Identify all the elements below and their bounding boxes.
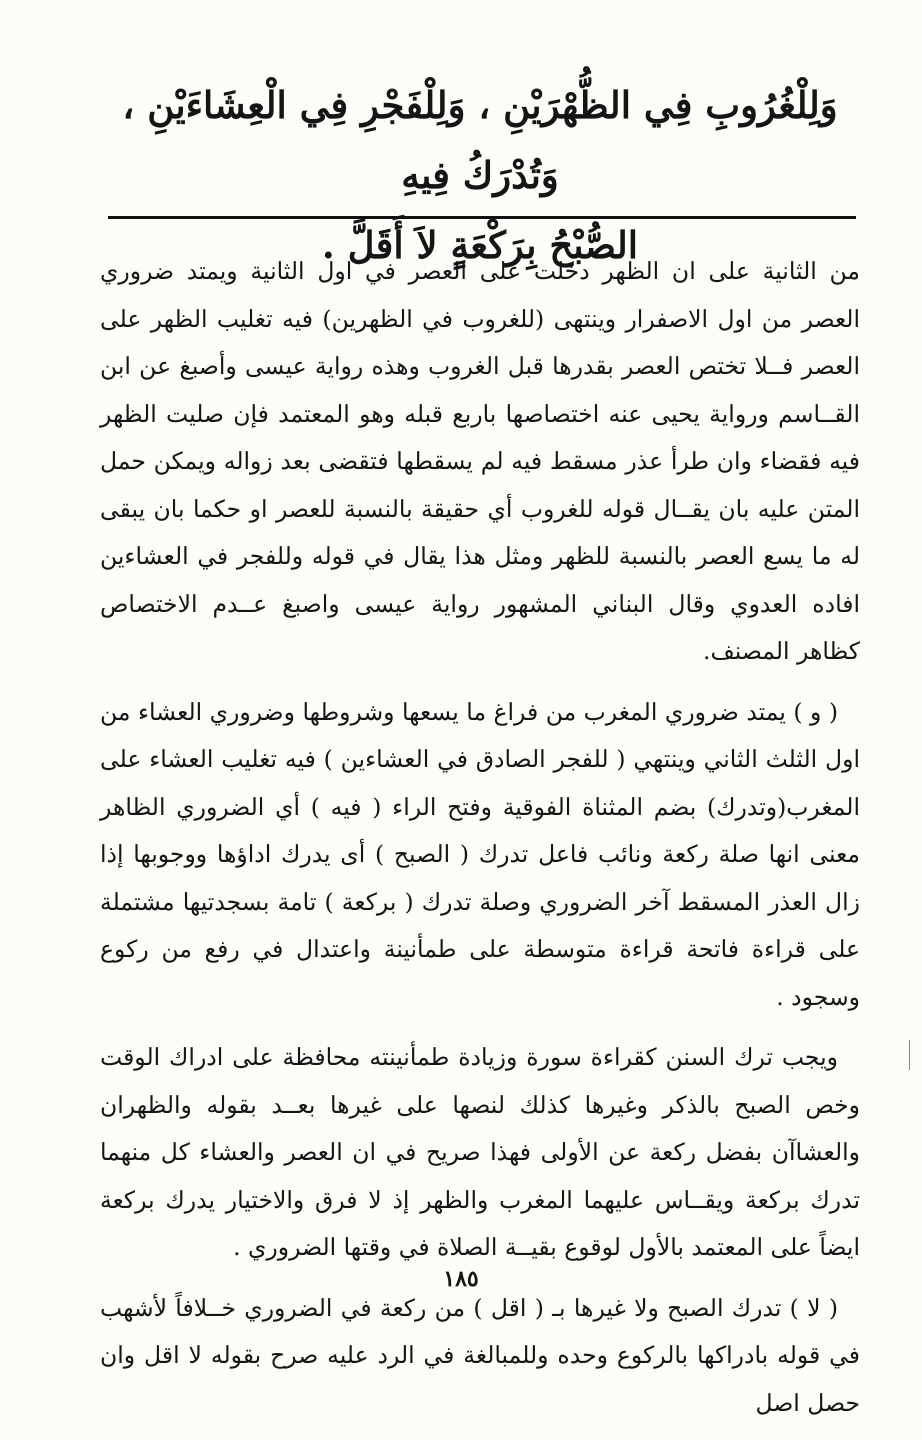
commentary-paragraph: من الثانية على ان الظهر دخلت على العصر في اول الثانية ويمتد ضروري العصر من اول الاصفرار وينتهى (للغروب في الظهرين) فيه تغليب الظهر على العصر فــلا تختص العصر بقدرها قبل الغروب وهذه رواية عيسى وأصبغ عن ابن القــاسم ورواية يحيى عنه اختصاصها باربع قبله وهو المعتمد فإن صليت الظهر فيه فقضاء وان طرأ عذر مسقط فيه لم يسقطها فتقضى بعد زواله ويمكن حمل المتن عليه بان يقــال قوله للغروب أي حقيقة بالنسبة للعصر او حكما بان يبقى له ما يسع العصر بالنسبة للظهر ومثل هذا يقال في قوله وللفجر في العشاءين افاده العدوي وقال البناني المشهور رواية عيسى واصبغ عــدم الاختصاص كظاهر المصنف. — [100, 257, 860, 665]
margin-mark — [909, 1040, 910, 1070]
divider-rule — [108, 216, 856, 219]
page-number: ١٨٥ — [443, 1266, 479, 1292]
commentary-section — [100, 248, 860, 1440]
matn-text: وَلِلْغُرُوبِ فِي الظُّهْرَيْنِ ، وَلِلْفَجْرِ فِي الْعِشَاءَيْنِ ، وَتُدْرَكُ فِيهِ الصُّبْحُ بِرَكْعَةٍ لاَ أَقَلَّ . — [122, 83, 838, 267]
commentary-paragraph: ( لا ) تدرك الصبح ولا غيرها بـ ( اقل ) من ركعة في الضروري خــلافاً لأشهب في قوله بادراكها بالركوع وحده وللمبالغة في الرد عليه صرح بقوله لا اقل وان حصل اصل — [100, 1293, 860, 1417]
commentary-paragraph: ( و ) يمتد ضروري المغرب من فراغ ما يسعها وشروطها وضروري العشاء من اول الثلث الثاني وينتهي ( للفجر الصادق في العشاءين ) فيه تغليب العشاء على المغرب(وتدرك) بضم المثناة الفوقية وفتح الراء ( فيه ) أي الضروري الظاهر معنى انها صلة ركعة ونائب فاعل تدرك ( الصبح ) أى يدرك اداؤها ووجوبها إذا زال العذر المسقط آخر الضروري وصلة تدرك ( بركعة ) تامة بسجدتيها مشتملة على قراءة فاتحة قراءة متوسطة على طمأنينة واعتدال في رفع من ركوع وسجود . — [100, 697, 860, 1011]
commentary-paragraph: ويجب ترك السنن كقراءة سورة وزيادة طمأنينته محافظة على ادراك الوقت وخص الصبح بالذكر وغيرها كذلك لنصها على غيرها بعــد بقوله والظهران والعشاآن بفضل ركعة عن الأولى فهذا صريح في ان العصر والعشاء كل منهما تدرك بركعة ويقــاس عليهما المغرب والظهر إذ لا فرق والاختيار يدرك بركعة ايضاً على المعتمد بالأول لوقوع بقيــة الصلاة في وقتها الضروري . — [100, 1043, 860, 1261]
